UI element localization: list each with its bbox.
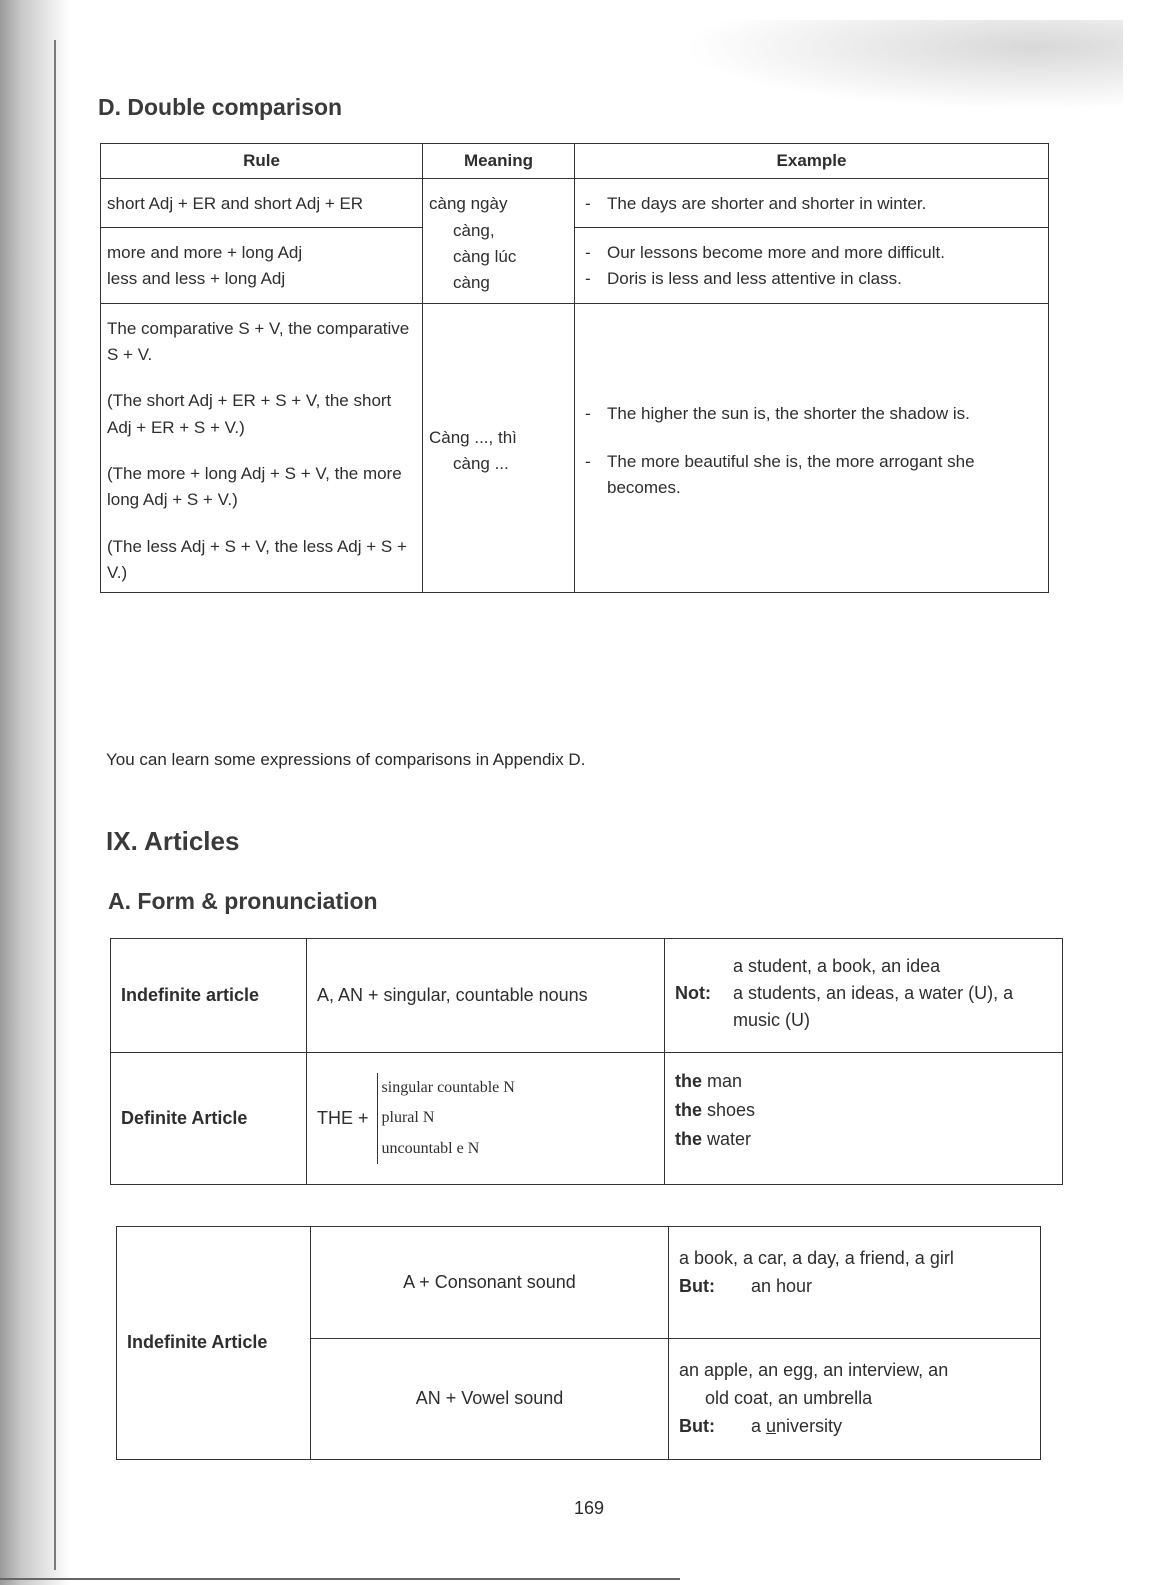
indefinite-rule: A, AN + singular, countable nouns [307,939,665,1053]
the-label: THE + [317,1107,369,1128]
vowel-exception: But: a university [679,1415,843,1436]
definite-form: uncountabl e N [381,1139,480,1157]
form-pronunciation-heading: A. Form & pronunciation [108,888,378,914]
rule-text: less and less + long Adj [107,268,286,288]
meaning-line: càng ... [453,454,509,474]
section-ix-heading: IX. Articles [106,826,240,856]
definite-example-cell [665,1053,1063,1185]
header-meaning: Meaning [423,144,575,179]
rule-text: (The less Adj + S + V, the less Adj + S + V.) [107,536,407,583]
not-label: Not: [675,983,711,1003]
articles-form-table [110,938,1063,1185]
rule-cell [101,179,423,227]
example-item: - The days are shorter and shorter in winter. [581,191,1042,217]
definite-rule-cell [307,1053,665,1185]
meaning-line: càng ngày [429,194,508,214]
table-row [101,179,1049,227]
table-row [101,303,1049,593]
vowel-examples: an apple, an egg, an interview, an [679,1360,949,1380]
rule-text: (The more + long Adj + S + V, the more long Adj + S + V.) [107,464,402,510]
definite-example: the shoes [675,1099,756,1120]
example-cell [575,179,1049,227]
table-row [111,1053,1063,1185]
rule-text: more and more + long Adj [107,242,303,262]
meaning-line: Càng ..., thì [429,427,517,447]
table-row [111,939,1063,1053]
meaning-line: càng, [453,220,495,240]
rule-text: short Adj + ER and short Adj + ER [107,194,364,214]
table-row [101,227,1049,303]
header-example: Example [575,144,1049,179]
consonant-exception: But: an hour [679,1275,813,1296]
page-number: 169 [574,1498,605,1518]
indefinite-example: a student, a book, an idea [733,956,941,976]
not-example: a students, an ideas, a water (U), a music (U) [733,983,1014,1030]
example-cell [575,227,1049,303]
consonant-example-cell [669,1227,1041,1339]
appendix-note: You can learn some expressions of comparisons in Appendix D. [106,750,586,769]
table-header-row [101,144,1049,179]
header-rule: Rule [101,144,423,179]
example-item: - Doris is less and less attentive in class. [581,266,1042,292]
table-row [117,1227,1041,1339]
vowel-rule: AN + Vowel sound [311,1339,669,1460]
definite-label: Definite Article [111,1053,307,1185]
scan-shadow [683,20,1123,110]
consonant-examples: a book, a car, a day, a friend, a girl [679,1248,954,1268]
definite-form: singular countable N [381,1078,515,1096]
indefinite-article-label: Indefinite Article [117,1227,311,1460]
page-bottom-line [0,1578,680,1580]
rule-cell [101,303,423,593]
definite-example: the water [675,1128,752,1149]
rule-text: The comparative S + V, the comparative S + V. [107,318,410,365]
definite-forms [377,1073,515,1164]
example-item: - Our lessons become more and more difficult. [581,240,1042,266]
meaning-line: càng [453,273,490,293]
book-spine-shadow [0,0,70,1585]
indefinite-label: Indefinite article [111,939,307,1053]
example-item: - The more beautiful she is, the more arrogant she becomes. [581,449,1042,502]
consonant-rule: A + Consonant sound [311,1227,669,1339]
vowel-examples-cont: old coat, an umbrella [705,1387,873,1408]
section-d-heading: D. Double comparison [98,94,343,120]
meaning-cell [423,179,575,303]
example-cell [575,303,1049,593]
meaning-cell [423,303,575,593]
meaning-line: càng lúc [453,247,517,267]
example-item: - The higher the sun is, the shorter the shadow is. [581,401,1042,427]
book-gutter-line [54,40,56,1570]
rule-cell [101,227,423,303]
rule-text: (The short Adj + ER + S + V, the short Adj + ER + S + V.) [107,391,392,437]
indefinite-example-cell [665,939,1063,1053]
vowel-example-cell [669,1339,1041,1460]
double-comparison-table [100,143,1049,593]
definite-form: plural N [381,1109,435,1127]
definite-example: the man [675,1071,743,1091]
articles-pronunciation-table [116,1226,1041,1460]
